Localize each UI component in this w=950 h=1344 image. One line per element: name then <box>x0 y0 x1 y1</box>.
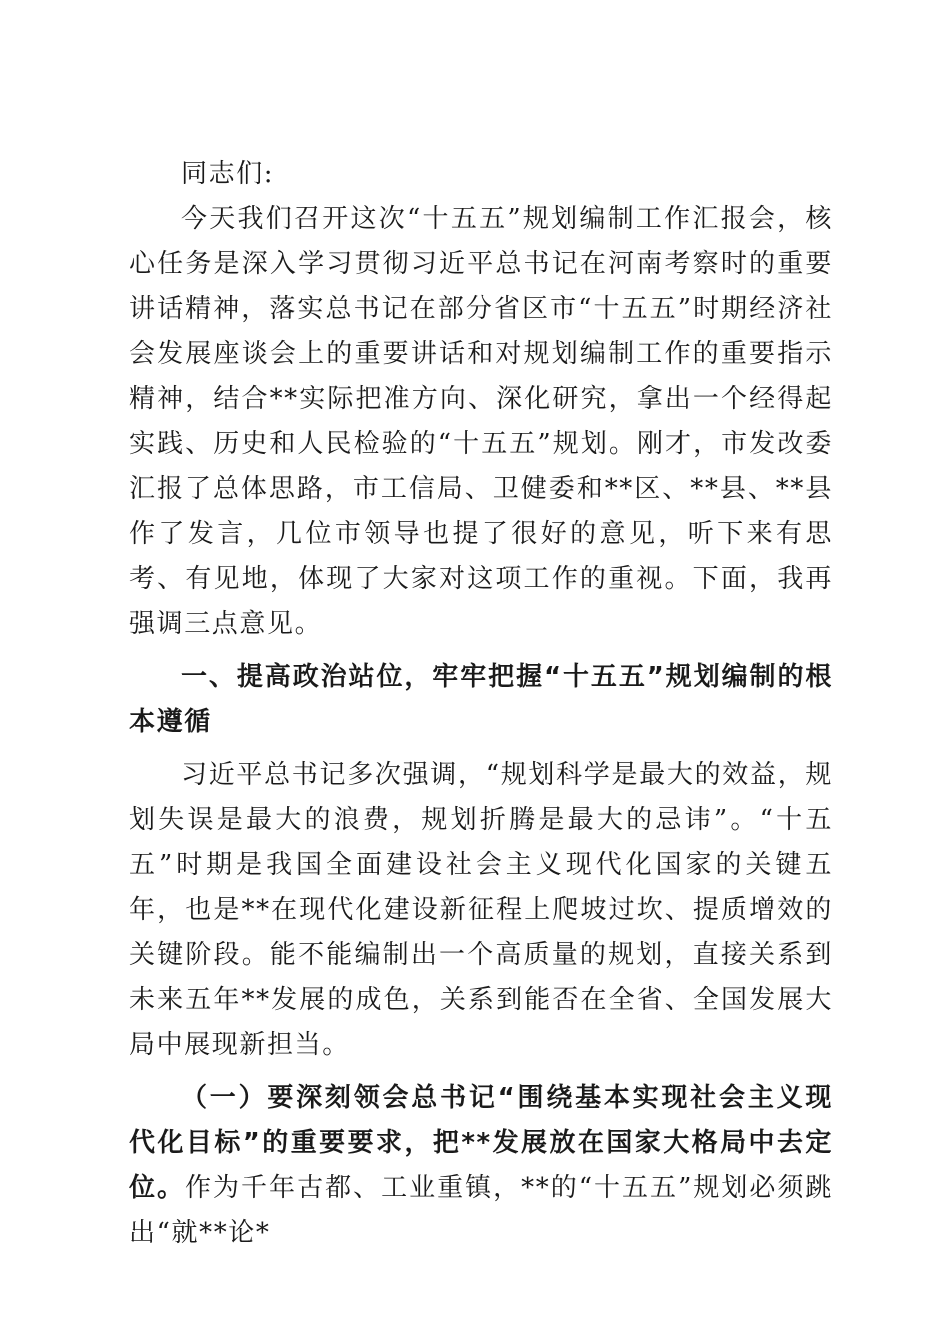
subsection-1-text: 作为千年古都、工业重镇，**的“十五五”规划必须跳出“就**论* <box>129 1173 834 1248</box>
document-body <box>129 152 833 1256</box>
salutation: 同志们: <box>181 159 275 189</box>
section-1-paragraph: 习近平总书记多次强调，“规划科学是最大的效益，规划失误是最大的浪费，规划折腾是最大的忌讳”。“十五五”时期是我国全面建设社会主义现代化国家的关键五年，也是**在现代化建设新征程上爬坡过坎、提质增效的关键阶段。能不能编制出一个高质量的规划，直接关系到未来五年**发展的成色，关系到能否在全省、全国发展大局中展现新担当。 <box>129 760 833 1060</box>
subsection-paragraph-1 <box>129 1076 833 1256</box>
section-heading-1: 一、提高政治站位，牢牢把握“十五五”规划编制的根本遵循 <box>129 662 833 737</box>
subsection-heading-1: （一）要深刻领会总书记“围绕基本实现社会主义现代化目标”的重要要求，把**发展放在国家大格局中去定位。 <box>129 1083 833 1203</box>
opening-paragraph: 今天我们召开这次“十五五”规划编制工作汇报会，核心任务是深入学习贯彻习近平总书记在河南考察时的重要讲话精神，落实总书记在部分省区市“十五五”时期经济社会发展座谈会上的重要讲话和对规划编制工作的重要指示精神，结合**实际把准方向、深化研究，拿出一个经得起实践、历史和人民检验的“十五五”规划。刚才，市发改委汇报了总体思路，市工信局、卫健委和**区、**县、**县作了发言，几位市领导也提了很好的意见，听下来有思考、有见地，体现了大家对这项工作的重视。下面，我再强调三点意见。 <box>129 204 833 639</box>
